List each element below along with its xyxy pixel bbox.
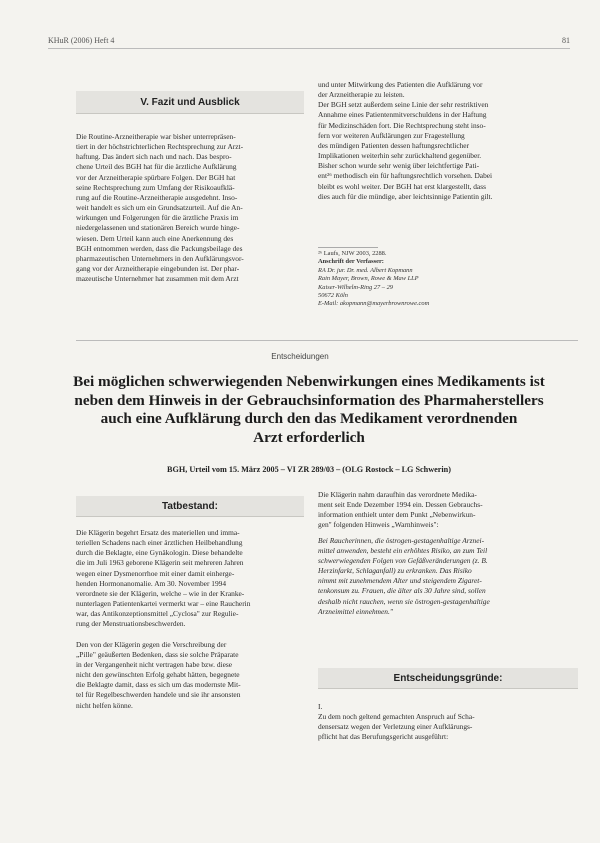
text-line: tiert in der höchstrichterlichen Rechtsprechung zur Arzt- [76,142,244,152]
section-heading-entscheidungsgruende: Entscheidungsgründe: [318,668,578,689]
text-line: verordnete sie der Klägerin, welche – wie in der Kranke- [76,588,245,598]
header-divider [48,48,570,49]
section-number: I. [318,702,323,711]
address-line: RA Dr. jur. Dr. med. Albert Kopmann [318,266,413,274]
text-line: die Beklagte damit, dass es sich um das modernste Mit- [76,680,241,690]
fazit-left-column [76,132,304,284]
quote-line: Bei Raucherinnen, die östrogen-gestagenhaltige Arznei- [318,535,485,545]
text-line: bleibt es wohl weiter. Der BGH hat erst klargestellt, dass [318,181,486,191]
text-line: weit handelt es sich um ein Grundsatzurteil. Auf die An- [76,203,243,213]
text-line: Der BGH setzt außerdem seine Linie der sehr restriktiven [318,100,489,110]
quote-line: mittel anwenden, besteht ein erhöhtes Risiko, an zum Teil [318,545,488,555]
text-line: henden Hormonanomalie. Am 30. November 1994 [76,578,227,588]
text-line: gang vor der Arzneitherapie eingebunden ist. Der phar- [76,264,240,274]
quote-line: Herzinfarkt, Schlaganfall) zu erkranken. Das Risiko [318,566,472,576]
article-title [40,373,578,447]
journal-issue: KHuR (2006) Heft 4 [48,36,115,45]
quote-line: nimmt mit zunehmendem Alter und steigendem Zigaret- [318,576,482,586]
text-line: pharmazeutischen Unternehmers in den Aufklärungsvor- [76,253,244,263]
paragraph-gap [76,630,304,640]
entscheidungsgruende-column [318,700,578,743]
section-divider [76,340,578,341]
text-line: nicht helfen könne. [76,700,133,710]
text-line: nunterlagen Patientenkartei vermerkt war – eine Raucherin [76,599,251,609]
text-line: BGH entnommen werden, dass die Packungsbeilage des [76,243,243,253]
text-line: wegen einer Dysmenorrhoe mit einer damit einherge- [76,568,235,578]
text-line: vor der Arzneitherapie spürbare Folgen. Der BGH hat [76,172,236,182]
text-line: rung der Menstruationsbeschwerden. [76,619,186,629]
text-line: Implikationen weiterhin sehr zurückhaltend gegenüber. [318,151,482,161]
footnote: ²⁶ Laufs, NJW 2003, 2288. [318,250,387,257]
text-line: Die Klägerin begehrt Ersatz des materiellen und imma- [76,528,240,537]
text-line: haftung. Das ändert sich nach und nach. Das bespro- [76,152,232,162]
address-line: Rain Mayer, Brown, Rowe & Maw LLP [318,275,419,283]
fazit-right-column [318,80,578,202]
address-label: Anschrift der Verfasser: [318,258,384,266]
text-line: niedergelassenen und stationären Bereich wurde hinge- [76,223,240,233]
text-line: für Medizinschäden fort. Die Rechtsprechung steht inso- [318,120,486,130]
text-line: pflicht hat das Berufungsgericht ausgeführt: [318,732,449,742]
address-line: Kaiser-Wilhelm-Ring 27 – 29 [318,283,393,291]
footnote-divider [318,247,378,248]
text-line: und unter Mitwirkung des Patienten die Aufklärung vor [318,80,483,89]
case-citation: BGH, Urteil vom 15. März 2005 – VI ZR 289/03 – (OLG Rostock – LG Schwerin) [167,465,451,474]
text-line: mazeutische Unternehmer hat zusammen mit dem Arzt [76,274,239,284]
text-line: teriellen Schadens nach einer ärztlichen Heilbehandlung [76,538,243,548]
quote-line: tenkonsum zu. Frauen, die älter als 30 Jahre sind, sollen [318,586,486,596]
text-line: durch die Beklagte, eine Gynäkologin. Diese behandelte [76,548,243,558]
text-line: „Pille" geäußerten Bedenken, dass sie solche Präparate [76,649,239,659]
email-link[interactable]: E-Mail: akopmann@mayerbrownrowe.com [318,300,430,308]
page-number: 81 [562,36,570,45]
footnote-address-block [318,247,578,309]
title-line: Arzt erforderlich [253,428,365,446]
text-line: Den von der Klägerin gegen die Verschreibung der [76,639,227,649]
text-line: in der Vergangenheit nicht vertragen habe bzw. diese [76,659,233,669]
category-label: Entscheidungen [271,352,329,361]
text-line: seine Rechtsprechung zum Umfang der Risikoaufklä- [76,182,235,192]
text-line: wirkungen und Folgerungen für die ärztliche Praxis im [76,213,239,223]
section-heading-fazit: V. Fazit und Ausblick [76,91,304,114]
text-line: information enthielt unter dem Punkt „Nebenwirkun- [318,510,476,520]
tatbestand-right-column [318,490,578,617]
title-line: neben dem Hinweis in der Gebrauchsinformation des Pharmaherstellers [74,391,544,409]
quote-line: deshalb nicht rauchen, wenn sie östrogen-gestagenhaltige [318,596,490,606]
text-line: Bisher schon wurde sehr wenig über leichtfertige Pati- [318,161,480,171]
section-heading-tatbestand: Tatbestand: [76,496,304,517]
text-line: densersatz wegen der Verletzung einer Aufklärungs- [318,722,473,732]
text-line: des mündigen Patienten dessen haftungsrechtlicher [318,140,470,150]
title-line: auch eine Aufklärung durch den das Medikament verordnenden [100,410,518,428]
text-line: der Arzneitherapie zu leisten. [318,90,405,100]
running-header [48,36,570,48]
text-line: Die Klägerin nahm daraufhin das verordnete Medika- [318,490,477,499]
text-line: rung auf die Routine-Arzneitherapie ausgedehnt. Inso- [76,192,238,202]
text-line: Die Routine-Arzneitherapie war bisher unterrepräsen- [76,132,236,141]
text-line: nicht den gewünschten Erfolg gehabt hätten, begegnete [76,670,240,680]
text-line: ment seit Ende Dezember 1994 ein. Dessen Gebrauchs- [318,500,483,510]
text-line: Annahme eines Patientenmitverschuldens in der Haftung [318,110,487,120]
text-line: die im Juli 1963 geborene Klägerin seit mehreren Jahren [76,558,244,568]
quote-line: schwerwiegenden Folgen von Gefäßveränderungen (z. B. [318,555,488,565]
text-line: war, das Antikonzeptionsmittel „Cyclosa" zur Regulie- [76,609,239,619]
text-line: Zu dem noch geltend gemachten Anspruch auf Scha- [318,712,475,722]
text-line: chene Urteil des BGH hat für die ärztliche Aufklärung [76,162,237,172]
quote-line: Arzneimittel einnehmen." [318,606,393,616]
text-line: tel für Regelbeschwerden handele und sie ihr ansonsten [76,690,241,700]
text-line: ent²⁶ methodisch ein für haftungsrechtlich vorsehen. Dabei [318,171,493,181]
tatbestand-left-column [76,528,304,711]
text-line: dies auch für die mündige, aber leichtsinnige Patientin gilt. [318,191,493,201]
text-line: fern vor weiteren Aufklärungen zur Fragestellung [318,130,465,140]
text-line: gen" folgenden Hinweis „Warnhinweis": [318,520,439,530]
address-line: 50672 Köln [318,292,349,300]
title-line: Bei möglichen schwerwiegenden Nebenwirkungen eines Medikaments ist [73,373,545,390]
text-line: wiesen. Dem Urteil kann auch eine Anerkennung des [76,233,234,243]
